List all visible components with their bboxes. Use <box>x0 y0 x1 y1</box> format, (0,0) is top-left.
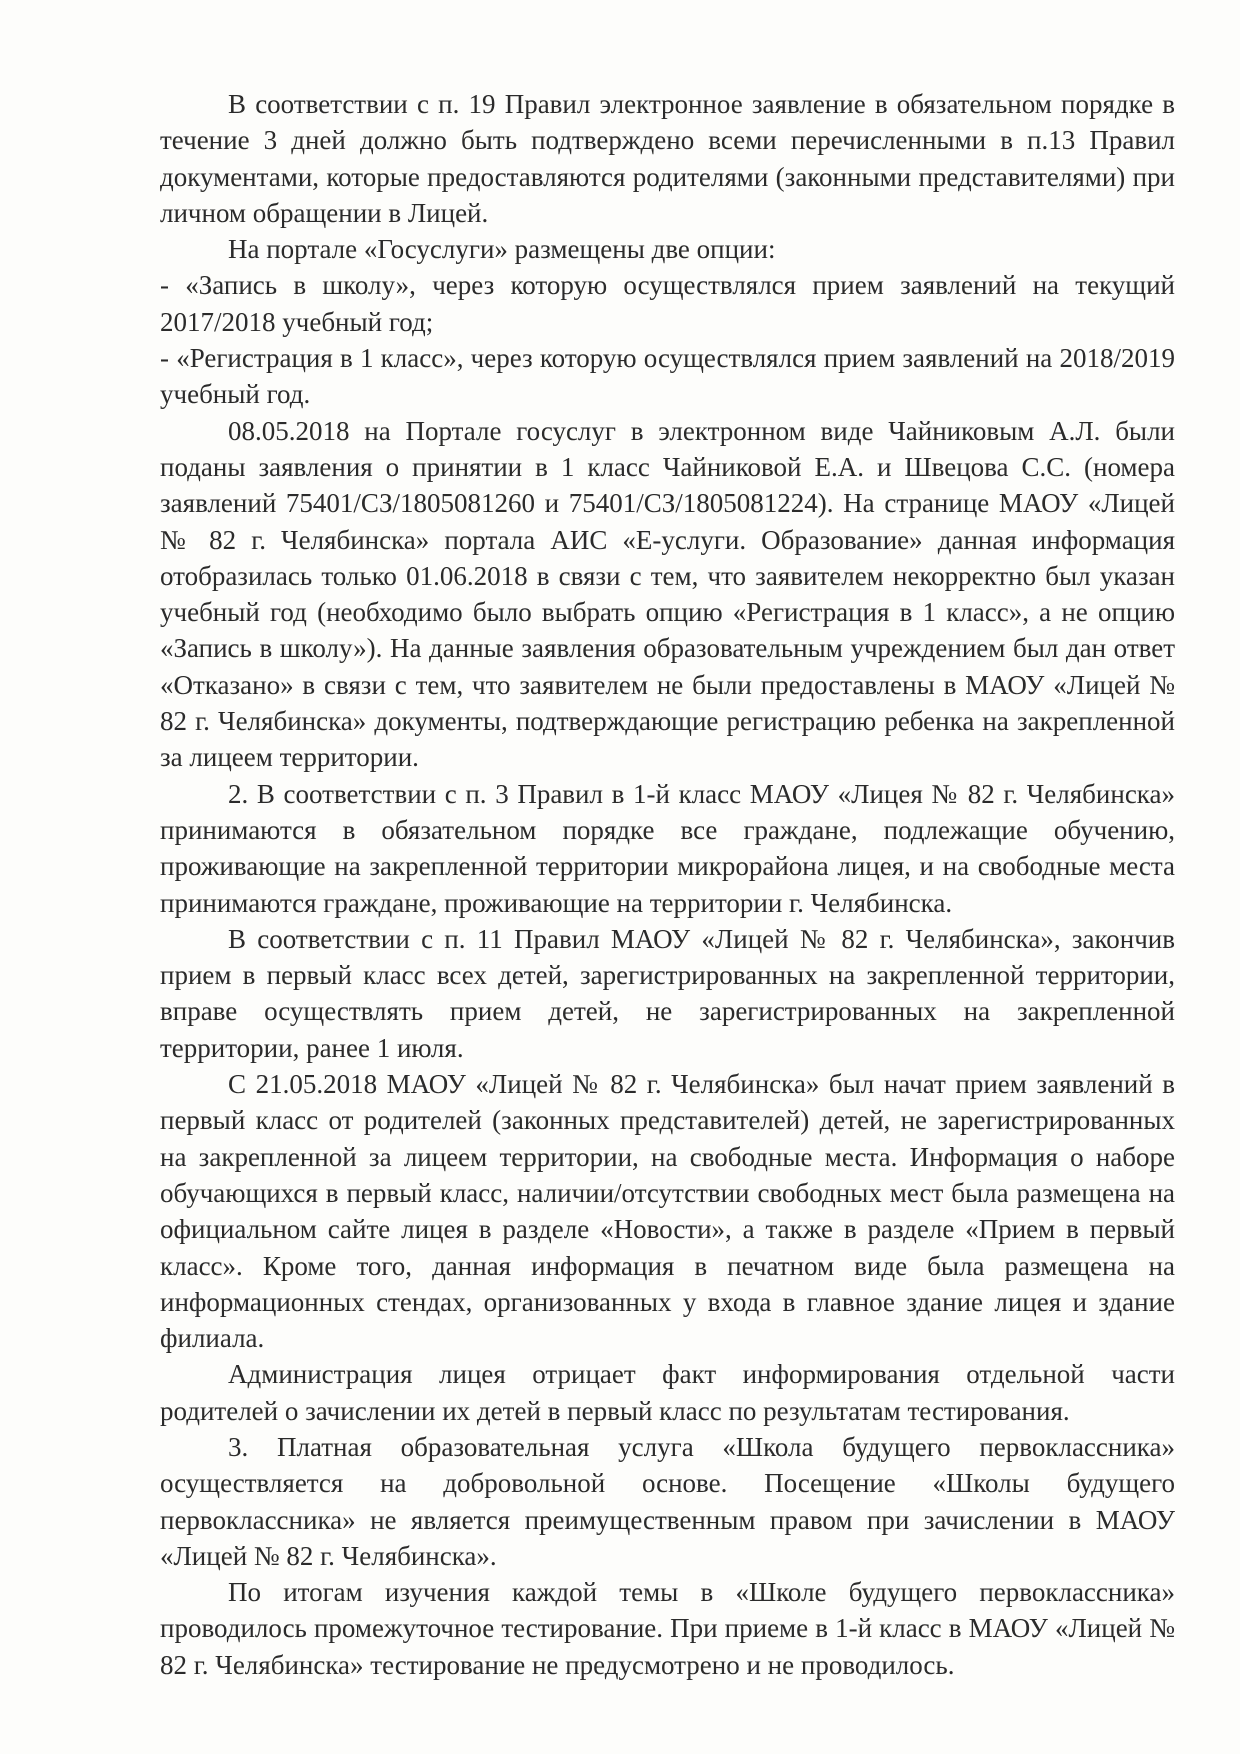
paragraph-option-school-enrollment: - «Запись в школу», через которую осуществлялся прием заявлений на текущий 2017/2018 учебный год; <box>160 270 1175 337</box>
paragraph-admission-start: С 21.05.2018 МАОУ «Лицей № 82 г. Челябинска» был начат прием заявлений в первый класс от родителей (законных представителей) детей, не зарегистрированных на закрепленной за лицеем территории, на свободные места. Информация о наборе обучающихся в первый класс, наличии/отсутствии свободных мест была размещена на официальном сайте лицея в разделе «Новости», а также в разделе «Прием в первый класс». Кроме того, данная информация в печатном виде была размещена на информационных стендах, организованных у входа в главное здание лицея и здание филиала. <box>160 1069 1175 1354</box>
paragraph-applications-submitted: 08.05.2018 на Портале госуслуг в электронном виде Чайниковым А.Л. были поданы заявления о принятии в 1 класс Чайниковой Е.А. и Швецова С.С. (номера заявлений 75401/СЗ/1805081260 и 75401/СЗ/1805081224). На странице МАОУ «Лицей № 82 г. Челябинска» портала АИС «Е-услуги. Образование» данная информация отобразилась только 01.06.2018 в связи с тем, что заявителем некорректно был указан учебный год (необходимо было выбрать опцию «Регистрация в 1 класс», а не опцию «Запись в школу»). На данные заявления образовательным учреждением был дан ответ «Отказано» в связи с тем, что заявителем не были предоставлены в МАОУ «Лицей № 82 г. Челябинска» документы, подтверждающие регистрацию ребенка на закрепленной за лицеем территории. <box>160 415 1175 773</box>
paragraph-rule-11: В соответствии с п. 11 Правил МАОУ «Лицей № 82 г. Челябинска», закончив прием в первый класс всех детей, зарегистрированных на закрепленной территории, вправе осуществлять прием детей, не зарегистрированных на закрепленной территории, ранее 1 июля. <box>160 923 1175 1063</box>
paragraph-gosuslugi-options: На портале «Госуслуги» размещены две опции: <box>228 234 776 265</box>
paragraph-administration-denial: Администрация лицея отрицает факт информирования отдельной части родителей о зачислении их детей в первый класс по результатам тестирования. <box>160 1359 1175 1426</box>
paragraph-option-first-grade-registration: - «Регистрация в 1 класс», через которую осуществлялся прием заявлений на 2018/2019 учебный год. <box>160 343 1175 410</box>
paragraph-rule-3: 2. В соответствии с п. 3 Правил в 1-й класс МАОУ «Лицея № 82 г. Челябинска» принимаются в обязательном порядке все граждане, подлежащие обучению, проживающие на закрепленной территории микрорайона лицея, и на свободные места принимаются граждане, проживающие на территории г. Челябинска. <box>160 778 1175 918</box>
paragraph-paid-service: 3. Платная образовательная услуга «Школа будущего первоклассника» осуществляется на добровольной основе. Посещение «Школы будущего первоклассника» не является преимущественным правом при зачислении в МАОУ «Лицей № 82 г. Челябинска». <box>160 1431 1175 1571</box>
paragraph-electronic-application: В соответствии с п. 19 Правил электронное заявление в обязательном порядке в течение 3 дней должно быть подтверждено всеми перечисленными в п.13 Правил документами, которые предоставляются родителями (законными представителями) при личном обращении в Лицей. <box>160 89 1175 228</box>
document-body <box>160 86 1175 1683</box>
paragraph-testing: По итогам изучения каждой темы в «Школе будущего первоклассника» проводилось промежуточное тестирование. При приеме в 1-й класс в МАОУ «Лицей № 82 г. Челябинска» тестирование не предусмотрено и не проводилось. <box>160 1577 1175 1680</box>
